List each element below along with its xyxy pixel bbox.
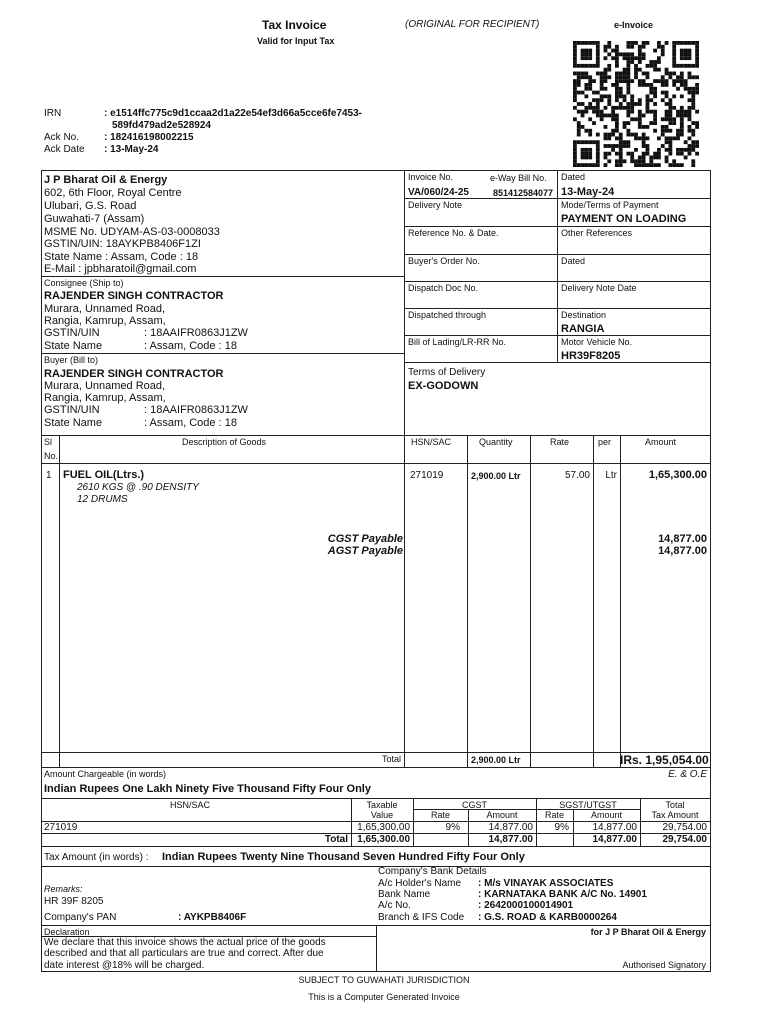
dated-value: 13-May-24 (561, 186, 615, 198)
eoe-label: E. & O.E (668, 769, 707, 780)
hsn-total-cgst: 14,877.00 (488, 834, 533, 845)
col-rate: Rate (550, 437, 570, 447)
hsn-col-cgst-amount: Amount (486, 810, 518, 820)
hsn-col-cgst: CGST (461, 800, 487, 810)
eway-bill-value: 851412584077 (493, 188, 554, 198)
bank-holder-value: : M/s VINAYAK ASSOCIATES (478, 878, 614, 889)
dispatched-through-label: Dispatched through (408, 310, 487, 320)
payment-terms-value: PAYMENT ON LOADING (561, 213, 687, 225)
invoice-title: Tax Invoice (262, 18, 327, 32)
terms-delivery-value: EX-GODOWN (408, 380, 479, 392)
buyer-label: Buyer (Bill to) (44, 355, 99, 365)
seller-email: E-Mail : jpbharatoil@gmail.com (44, 263, 197, 275)
bank-branch-label: Branch & IFS Code (378, 912, 465, 923)
agst-label: AGST Payable (327, 545, 403, 557)
hsn-row-cgst-amount: 14,877.00 (488, 822, 533, 833)
item-desc-2: 12 DRUMS (77, 494, 128, 505)
ack-date-label: Ack Date (44, 144, 85, 155)
delivery-note-date-label: Delivery Note Date (561, 283, 637, 293)
col-sl: Sl (44, 437, 53, 447)
hsn-col-sgst-rate: Rate (544, 810, 564, 820)
item-sl: 1 (46, 470, 52, 481)
qr-code (570, 41, 702, 167)
consignee-address-1: Murara, Unnamed Road, (44, 303, 166, 315)
consignee-state-label: State Name (44, 340, 103, 352)
item-rate: 57.00 (564, 470, 590, 481)
cgst-amount: 14,877.00 (658, 533, 707, 545)
bank-title: Company's Bank Details (378, 866, 487, 877)
vehicle-no-label: Motor Vehicle No. (561, 337, 633, 347)
terms-delivery-label: Terms of Delivery (408, 367, 486, 378)
hsn-row-sgst-rate: 9% (554, 822, 569, 833)
einvoice-label: e-Invoice (614, 20, 654, 30)
pan-value: : AYKPB8406F (178, 912, 247, 923)
ack-no-label: Ack No. (44, 132, 80, 143)
amount-words-value: Indian Rupees One Lakh Ninety Five Thousand Fifty Four Only (44, 783, 371, 795)
consignee-name: RAJENDER SINGH CONTRACTOR (44, 290, 224, 302)
irn-value-2: 589fd479ad2e528924 (112, 120, 211, 131)
order-dated-label: Dated (561, 256, 586, 266)
seller-address-3: Guwahati-7 (Assam) (44, 213, 145, 225)
item-name: FUEL OIL(Ltrs.) (63, 469, 145, 481)
col-quantity: Quantity (479, 437, 513, 447)
destination-value: RANGIA (561, 323, 605, 335)
invoice-no-label: Invoice No. (408, 172, 454, 182)
seller-state: State Name : Assam, Code : 18 (44, 251, 199, 263)
irn-value-1: : e1514ffc775c9d1ccaa2d1a22e54ef3d66a5cce6fe7453- (104, 108, 362, 119)
hsn-total-label: Total (324, 834, 348, 845)
payment-terms-label: Mode/Terms of Payment (561, 200, 659, 210)
invoice-no-value: VA/060/24-25 (408, 187, 469, 198)
hsn-row-cgst-rate: 9% (445, 822, 460, 833)
declaration-label: Declaration (44, 927, 90, 937)
hsn-col-sgst-amount: Amount (590, 810, 623, 820)
consignee-address-2: Rangia, Kamrup, Assam, (44, 315, 166, 327)
hsn-col-tax-amount: Tax Amount (651, 810, 699, 820)
item-quantity: 2,900.00 Ltr (471, 471, 521, 481)
hsn-total-taxable: 1,65,300.00 (357, 834, 410, 845)
seller-address-1: 602, 6th Floor, Royal Centre (44, 187, 182, 199)
col-no: No. (44, 451, 59, 461)
hsn-row-code: 271019 (44, 822, 78, 833)
hsn-total-sgst: 14,877.00 (592, 834, 637, 845)
goods-total-quantity: 2,900.00 Ltr (471, 755, 521, 765)
bank-branch-value: : G.S. ROAD & KARB0000264 (478, 912, 617, 923)
grand-total-amount: IRs. 1,95,054.00 (620, 753, 709, 767)
dated-label: Dated (561, 172, 586, 182)
declaration-line-3: date interest @18% will be charged. (44, 960, 205, 971)
col-per: per (598, 437, 612, 447)
vehicle-no-value: HR39F8205 (561, 350, 621, 362)
bank-name-label: Bank Name (378, 889, 431, 900)
tax-words-label: Tax Amount (in words) : (44, 852, 149, 863)
hsn-col-taxable: Taxable (366, 800, 398, 810)
amount-words-label: Amount Chargeable (in words) (44, 769, 167, 779)
signature-for: for J P Bharat Oil & Energy (590, 927, 706, 937)
dispatch-doc-label: Dispatch Doc No. (408, 283, 479, 293)
bank-name-value: : KARNATAKA BANK A/C No. 14901 (478, 889, 647, 900)
tax-words-value: Indian Rupees Twenty Nine Thousand Seven Hundred Fifty Four Only (162, 851, 525, 863)
hsn-row-sgst-amount: 14,877.00 (592, 822, 637, 833)
jurisdiction-note: SUBJECT TO GUWAHATI JURISDICTION (298, 975, 470, 985)
invoice-subtitle: Valid for Input Tax (257, 36, 335, 46)
col-hsn: HSN/SAC (411, 437, 452, 447)
buyer-name: RAJENDER SINGH CONTRACTOR (44, 368, 224, 380)
hsn-row-taxable: 1,65,300.00 (357, 822, 410, 833)
ack-no-value: : 182416198002215 (104, 132, 194, 143)
buyer-address-2: Rangia, Kamrup, Assam, (44, 392, 166, 404)
consignee-gstin-label: GSTIN/UIN (44, 327, 100, 339)
hsn-col-sgst: SGST/UTGST (559, 800, 617, 810)
computer-generated-note: This is a Computer Generated Invoice (308, 992, 460, 1002)
bank-holder-label: A/c Holder's Name (378, 878, 462, 889)
other-references-label: Other References (561, 228, 633, 238)
eway-bill-label: e-Way Bill No. (490, 173, 547, 183)
seller-address-2: Ulubari, G.S. Road (44, 200, 137, 212)
goods-total-label: Total (381, 754, 401, 764)
buyer-gstin-label: GSTIN/UIN (44, 404, 100, 416)
bill-of-lading-label: Bill of Lading/LR-RR No. (408, 337, 507, 347)
agst-amount: 14,877.00 (658, 545, 707, 557)
buyer-gstin-value: : 18AAIFR0863J1ZW (144, 404, 248, 416)
irn-label: IRN (44, 108, 62, 119)
remarks-label: Remarks: (44, 884, 83, 894)
cgst-label: CGST Payable (327, 533, 403, 545)
ack-date-value: : 13-May-24 (104, 144, 159, 155)
item-desc-1: 2610 KGS @ .90 DENSITY (77, 482, 199, 493)
col-amount: Amount (645, 437, 677, 447)
buyer-address-1: Murara, Unnamed Road, (44, 380, 166, 392)
reference-label: Reference No. & Date. (408, 228, 499, 238)
copy-label: (ORIGINAL FOR RECIPIENT) (405, 19, 540, 30)
seller-name: J P Bharat Oil & Energy (44, 174, 168, 186)
buyer-order-label: Buyer's Order No. (408, 256, 480, 266)
bank-acno-label: A/c No. (378, 900, 411, 911)
remarks-value: HR 39F 8205 (44, 896, 104, 907)
declaration-line-1: We declare that this invoice shows the actual price of the goods (44, 937, 326, 948)
hsn-row-total: 29,754.00 (662, 822, 707, 833)
destination-label: Destination (561, 310, 607, 320)
authorised-signatory: Authorised Signatory (622, 960, 706, 970)
buyer-state-label: State Name (44, 417, 103, 429)
consignee-gstin-value: : 18AAIFR0863J1ZW (144, 327, 248, 339)
declaration-line-2: described and that all particulars are true and correct. After due (44, 948, 324, 959)
item-amount: 1,65,300.00 (648, 469, 707, 481)
col-description: Description of Goods (182, 437, 267, 447)
hsn-col-value: Value (370, 810, 394, 820)
pan-label: Company's PAN (44, 912, 117, 923)
item-hsn: 271019 (410, 470, 444, 481)
hsn-total-tax: 29,754.00 (662, 834, 707, 845)
buyer-state-value: : Assam, Code : 18 (144, 417, 237, 429)
item-per: Ltr (605, 470, 617, 481)
seller-gstin: GSTIN/UIN: 18AYKPB8406F1ZI (44, 238, 201, 250)
consignee-label: Consignee (Ship to) (44, 278, 124, 288)
hsn-col-hsn: HSN/SAC (170, 800, 211, 810)
seller-msme: MSME No. UDYAM-AS-03-0008033 (44, 226, 220, 238)
bank-acno-value: : 2642000100014901 (478, 900, 574, 911)
delivery-note-label: Delivery Note (408, 200, 463, 210)
hsn-col-cgst-rate: Rate (430, 810, 450, 820)
hsn-col-total: Total (665, 800, 685, 810)
consignee-state-value: : Assam, Code : 18 (144, 340, 237, 352)
